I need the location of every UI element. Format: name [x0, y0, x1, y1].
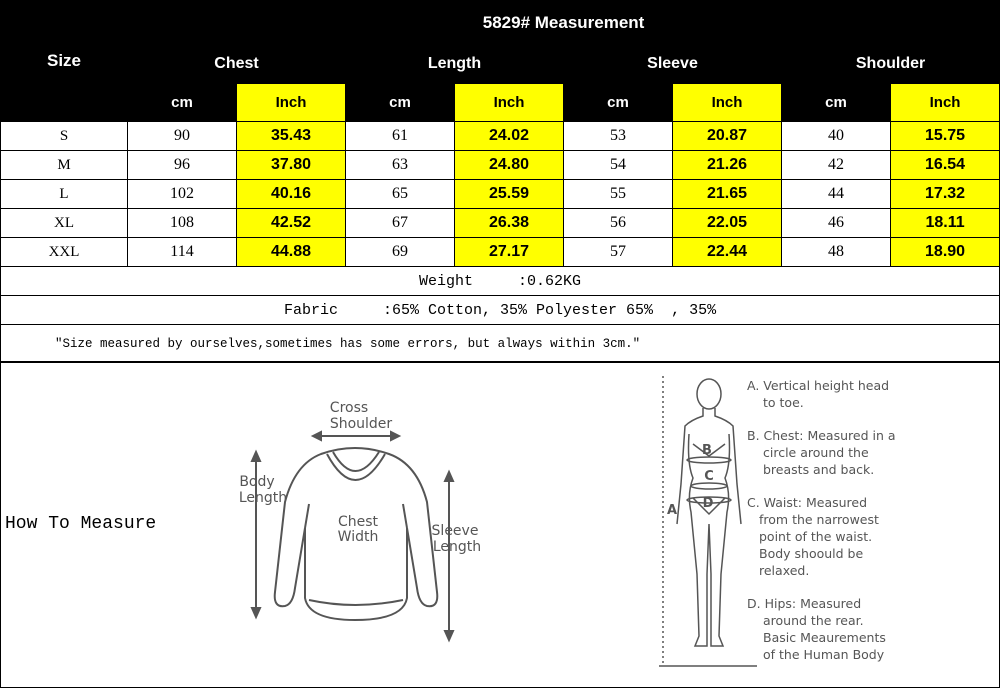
sleeve-cm-cell: 53	[564, 122, 673, 151]
legend-c-line-4: Body shoould be	[759, 546, 864, 561]
shoulder-cm-cell: 42	[782, 151, 891, 180]
chest-inch-cell: 37.80	[237, 151, 346, 180]
sleeve-inch-cell: 21.65	[673, 180, 782, 209]
how-to-measure-section	[0, 361, 1000, 688]
unit-inch-sleeve: Inch	[673, 84, 782, 122]
unit-cm-shoulder: cm	[782, 84, 891, 122]
sleeve-inch-cell: 20.87	[673, 122, 782, 151]
fabric-row: Fabric :65% Cotton, 35% Polyester 65% , 35%	[1, 296, 1000, 325]
sleeve-cm-cell: 57	[564, 238, 673, 267]
table-title: 5829# Measurement	[128, 1, 1000, 45]
legend-d-line-2: around the rear.	[763, 613, 864, 628]
group-header-sleeve: Sleeve	[564, 45, 782, 84]
table-row	[1, 209, 1000, 238]
sleeve-cm-cell: 55	[564, 180, 673, 209]
group-header-length: Length	[346, 45, 564, 84]
length-inch-cell: 26.38	[455, 209, 564, 238]
unit-cm-chest: cm	[128, 84, 237, 122]
table-row	[1, 122, 1000, 151]
unit-cm-length: cm	[346, 84, 455, 122]
chest-cm-cell: 90	[128, 122, 237, 151]
sleeve-inch-cell: 21.26	[673, 151, 782, 180]
chest-cm-cell: 108	[128, 209, 237, 238]
sleeve-length-label-2: Length	[432, 539, 482, 555]
length-cm-cell: 67	[346, 209, 455, 238]
legend-c-line-5: relaxed.	[759, 563, 810, 578]
length-inch-cell: 24.02	[455, 122, 564, 151]
length-cm-cell: 69	[346, 238, 455, 267]
length-inch-cell: 27.17	[455, 238, 564, 267]
legend-d-line-1: D. Hips: Measured	[747, 596, 862, 611]
disclaimer-note: "Size measured by ourselves,sometimes has some errors, but always within 3cm."	[1, 325, 1000, 363]
shoulder-inch-cell: 16.54	[891, 151, 1000, 180]
legend-d-line-4: of the Human Body	[763, 647, 885, 662]
legend-a-line-2: to toe.	[763, 395, 804, 410]
unit-cm-sleeve: cm	[564, 84, 673, 122]
chest-cm-cell: 96	[128, 151, 237, 180]
group-header-shoulder: Shoulder	[782, 45, 1000, 84]
legend-c-line-3: point of the waist.	[759, 529, 873, 544]
size-cell: L	[1, 180, 128, 209]
shirt-measure-diagram	[223, 392, 513, 662]
table-row	[1, 151, 1000, 180]
sleeve-cm-cell: 54	[564, 151, 673, 180]
chest-width-label-2: Width	[337, 529, 379, 545]
unit-inch-length: Inch	[455, 84, 564, 122]
unit-inch-chest: Inch	[237, 84, 346, 122]
chest-inch-cell: 35.43	[237, 122, 346, 151]
length-inch-cell: 25.59	[455, 180, 564, 209]
marker-d: D	[702, 496, 714, 511]
marker-b: B	[702, 443, 712, 458]
length-cm-cell: 65	[346, 180, 455, 209]
sleeve-inch-cell: 22.05	[673, 209, 782, 238]
cross-shoulder-label-1: Cross	[329, 400, 369, 416]
size-cell: XXL	[1, 238, 128, 267]
legend-b-line-3: breasts and back.	[763, 462, 875, 477]
shoulder-inch-cell: 18.90	[891, 238, 1000, 267]
chest-width-label-1: Chest	[337, 514, 379, 530]
table-row	[1, 238, 1000, 267]
body-length-label-2: Length	[238, 490, 288, 506]
table-row	[1, 180, 1000, 209]
legend-c-line-2: from the narrowest	[759, 512, 879, 527]
size-cell: S	[1, 122, 128, 151]
legend-c-line-1: C. Waist: Measured	[747, 495, 868, 510]
body-length-label-1: Body	[239, 474, 275, 490]
head-outline	[697, 379, 721, 409]
shoulder-inch-cell: 17.32	[891, 180, 1000, 209]
legend-d-line-3: Basic Meaurements	[763, 630, 886, 645]
legend-b-line-2: circle around the	[763, 445, 869, 460]
sleeve-length-label-1: Sleeve	[431, 523, 479, 539]
cross-shoulder-label-2: Shoulder	[329, 416, 393, 432]
weight-row: Weight :0.62KG	[1, 267, 1000, 296]
chest-inch-cell: 42.52	[237, 209, 346, 238]
size-header: Size	[1, 1, 128, 122]
shoulder-cm-cell: 48	[782, 238, 891, 267]
size-cell: M	[1, 151, 128, 180]
shoulder-cm-cell: 40	[782, 122, 891, 151]
how-to-measure-label: How To Measure	[5, 514, 157, 534]
shoulder-inch-cell: 15.75	[891, 122, 1000, 151]
shoulder-cm-cell: 44	[782, 180, 891, 209]
length-cm-cell: 63	[346, 151, 455, 180]
group-header-chest: Chest	[128, 45, 346, 84]
chest-cm-cell: 114	[128, 238, 237, 267]
legend-a-line-1: A. Vertical height head	[747, 378, 890, 393]
measure-legend	[743, 372, 903, 672]
shoulder-cm-cell: 46	[782, 209, 891, 238]
marker-c: C	[704, 469, 714, 484]
legend-b-line-1: B. Chest: Measured in a	[747, 428, 896, 443]
chest-cm-cell: 102	[128, 180, 237, 209]
chest-inch-cell: 40.16	[237, 180, 346, 209]
length-inch-cell: 24.80	[455, 151, 564, 180]
size-cell: XL	[1, 209, 128, 238]
length-cm-cell: 61	[346, 122, 455, 151]
shoulder-inch-cell: 18.11	[891, 209, 1000, 238]
sleeve-inch-cell: 22.44	[673, 238, 782, 267]
marker-a: A	[666, 503, 678, 518]
unit-inch-shoulder: Inch	[891, 84, 1000, 122]
chest-inch-cell: 44.88	[237, 238, 346, 267]
sleeve-cm-cell: 56	[564, 209, 673, 238]
